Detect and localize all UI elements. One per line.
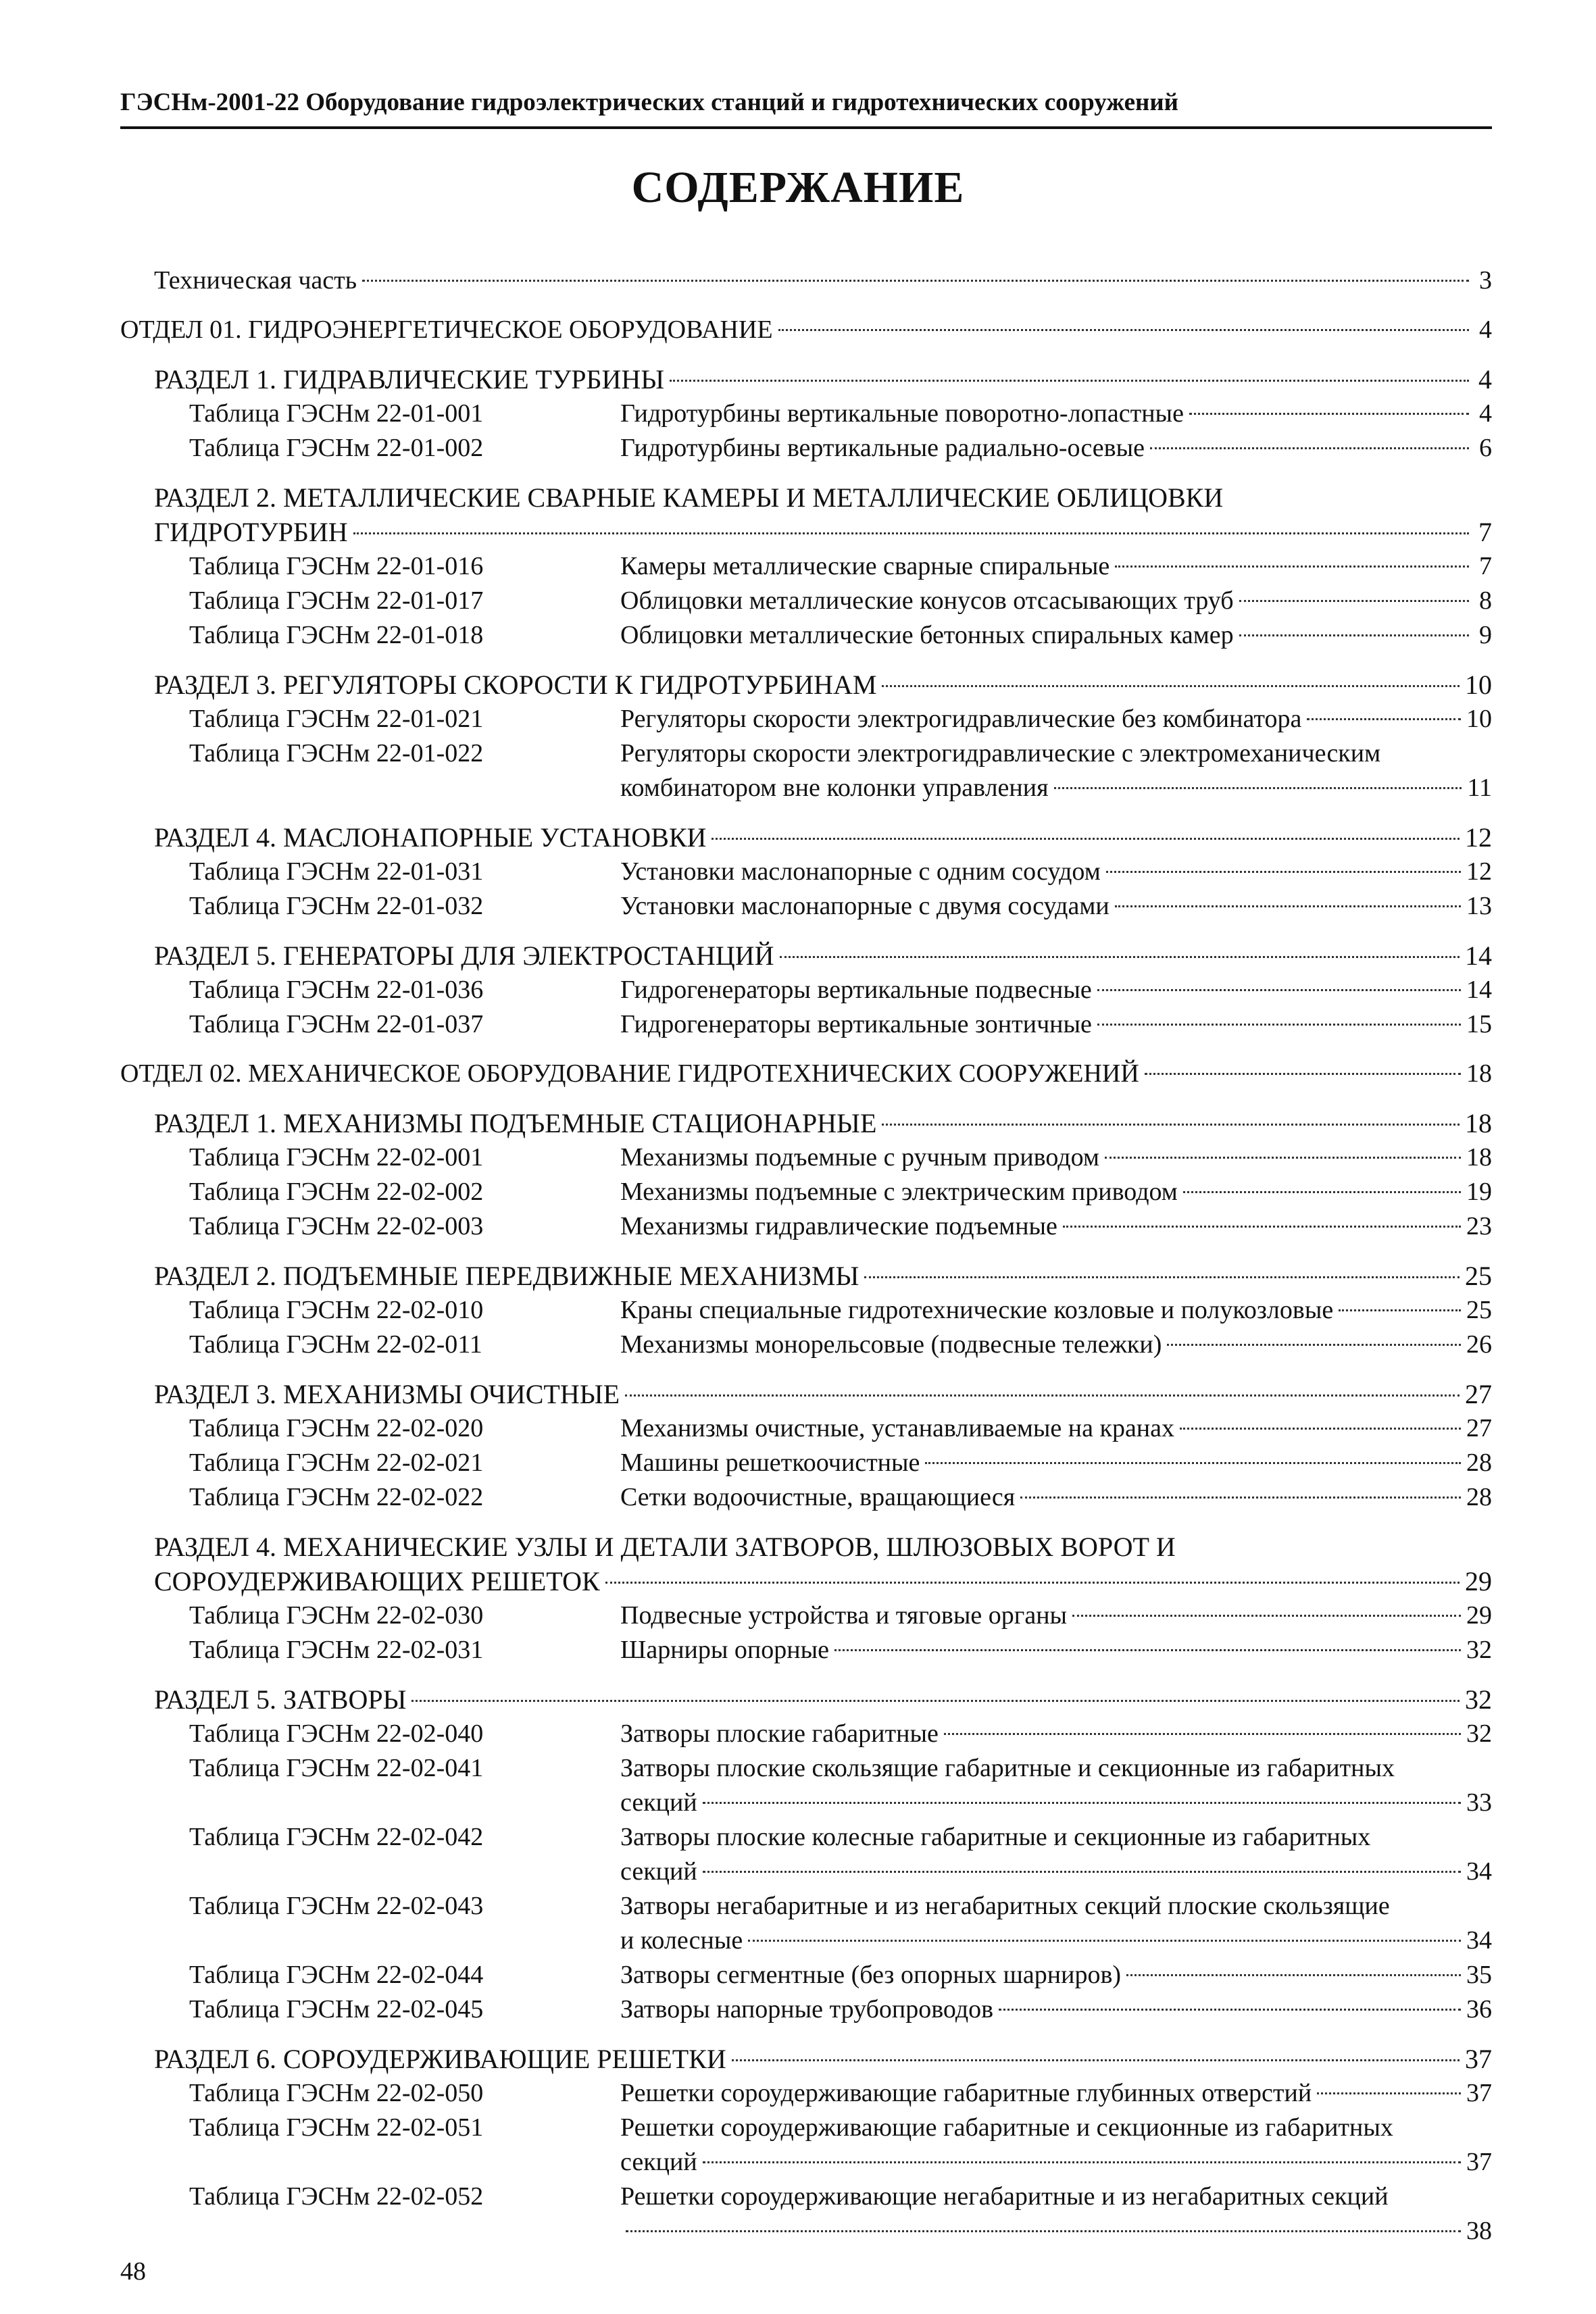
toc-entry-table[interactable] bbox=[189, 1633, 1492, 1667]
toc-line bbox=[620, 702, 1492, 736]
dot-leader bbox=[712, 838, 1460, 840]
toc-line bbox=[154, 1259, 1492, 1293]
toc-page-number: 25 bbox=[1466, 1296, 1492, 1324]
table-description bbox=[620, 1446, 1492, 1480]
dot-leader bbox=[864, 1276, 1460, 1278]
toc-page-number: 26 bbox=[1466, 1330, 1492, 1359]
razdel-title-line: РАЗДЕЛ 2. МЕТАЛЛИЧЕСКИЕ СВАРНЫЕ КАМЕРЫ И МЕТАЛЛИЧЕСКИЕ ОБЛИЦОВКИ bbox=[154, 482, 1224, 513]
table-description bbox=[620, 1293, 1492, 1328]
toc-page-number: 6 bbox=[1479, 434, 1492, 462]
toc-entry-text: Гидрогенераторы вертикальные зонтичные bbox=[620, 1010, 1092, 1038]
table-description bbox=[620, 702, 1492, 736]
toc-line bbox=[620, 1007, 1492, 1042]
toc-entry-intro[interactable] bbox=[154, 263, 1492, 298]
table-description bbox=[620, 1599, 1492, 1633]
toc-entry-table[interactable] bbox=[189, 1411, 1492, 1446]
toc-line bbox=[154, 1377, 1492, 1411]
toc-page-number: 14 bbox=[1466, 976, 1492, 1004]
toc-entry-table[interactable] bbox=[189, 431, 1492, 466]
toc-entry-razdel[interactable] bbox=[154, 1530, 1492, 1599]
table-code: Таблица ГЭСНм 22-02-040 bbox=[189, 1719, 484, 1748]
toc-line bbox=[154, 362, 1492, 397]
toc-line bbox=[620, 1293, 1492, 1328]
table-code: Таблица ГЭСНм 22-02-030 bbox=[189, 1601, 484, 1630]
toc-page-number: 34 bbox=[1466, 1857, 1492, 1886]
table-code: Таблица ГЭСНм 22-02-002 bbox=[189, 1178, 484, 1206]
toc-entry-text: Механизмы подъемные с ручным приводом bbox=[620, 1143, 1099, 1172]
dot-leader bbox=[605, 1582, 1460, 1584]
toc-page-number: 33 bbox=[1466, 1788, 1492, 1817]
toc-entry-razdel[interactable] bbox=[154, 668, 1492, 702]
table-description bbox=[620, 973, 1492, 1007]
table-of-contents bbox=[120, 263, 1492, 2248]
table-description bbox=[620, 1411, 1492, 1446]
toc-entry-text: секций bbox=[620, 1788, 697, 1817]
toc-entry-table[interactable] bbox=[189, 1446, 1492, 1480]
toc-page-number: 8 bbox=[1479, 586, 1492, 615]
toc-line bbox=[154, 1106, 1492, 1140]
toc-page-number: 18 bbox=[1466, 1059, 1492, 1088]
toc-page-number: 38 bbox=[1466, 2217, 1492, 2245]
toc-page-number: 37 bbox=[1465, 2044, 1492, 2074]
dot-leader bbox=[1145, 1073, 1461, 1075]
table-description bbox=[620, 1958, 1492, 1992]
toc-entry-table[interactable] bbox=[189, 889, 1492, 924]
toc-entry-table[interactable] bbox=[189, 1992, 1492, 2027]
toc-entry-text: РАЗДЕЛ 3. РЕГУЛЯТОРЫ СКОРОСТИ К ГИДРОТУРБИНАМ bbox=[154, 670, 877, 700]
table-description-line: Затворы негабаритные и из негабаритных секций плоские скользящие bbox=[620, 1892, 1390, 1920]
toc-page-number: 28 bbox=[1466, 1483, 1492, 1511]
toc-page-number: 19 bbox=[1466, 1178, 1492, 1206]
table-code: Таблица ГЭСНм 22-01-017 bbox=[189, 586, 484, 615]
toc-line bbox=[620, 584, 1492, 618]
table-code: Таблица ГЭСНм 22-01-031 bbox=[189, 857, 484, 886]
dot-leader bbox=[1239, 600, 1469, 602]
toc-line bbox=[154, 1682, 1492, 1717]
table-description bbox=[620, 1140, 1492, 1175]
toc-entry-table[interactable] bbox=[189, 973, 1492, 1007]
table-description bbox=[620, 397, 1492, 431]
toc-entry-table[interactable] bbox=[189, 618, 1492, 653]
toc-line bbox=[620, 1480, 1492, 1515]
dot-leader bbox=[882, 685, 1460, 687]
toc-entry-text: Затворы плоские габаритные bbox=[620, 1719, 939, 1748]
toc-entry-text: Шарниры опорные bbox=[620, 1636, 829, 1664]
toc-page-number: 4 bbox=[1478, 364, 1492, 395]
table-code: Таблица ГЭСНм 22-02-044 bbox=[189, 1961, 484, 1989]
table-description bbox=[620, 736, 1492, 805]
toc-entry-text: Техническая часть bbox=[154, 266, 357, 295]
toc-entry-otdel[interactable] bbox=[120, 313, 1492, 347]
toc-entry-razdel[interactable] bbox=[154, 1682, 1492, 1717]
toc-page-number: 37 bbox=[1466, 2148, 1492, 2176]
table-code: Таблица ГЭСНм 22-02-021 bbox=[189, 1449, 484, 1477]
table-description bbox=[620, 1717, 1492, 1751]
toc-entry-table[interactable] bbox=[189, 1751, 1492, 1820]
toc-page-number: 18 bbox=[1465, 1108, 1492, 1138]
toc-line bbox=[620, 549, 1492, 584]
dot-leader bbox=[1115, 905, 1461, 907]
toc-entry-table[interactable] bbox=[189, 1480, 1492, 1515]
toc-entry-table[interactable] bbox=[189, 2180, 1492, 2248]
toc-page-number: 27 bbox=[1466, 1414, 1492, 1442]
toc-entry-table[interactable] bbox=[189, 1717, 1492, 1751]
dot-leader bbox=[778, 329, 1469, 331]
page-title: СОДЕРЖАНИЕ bbox=[631, 163, 965, 212]
toc-entry-razdel[interactable] bbox=[154, 362, 1492, 397]
toc-entry-table[interactable] bbox=[189, 549, 1492, 584]
table-description bbox=[620, 855, 1492, 889]
toc-page-number: 9 bbox=[1479, 621, 1492, 649]
toc-page-number: 14 bbox=[1465, 940, 1492, 971]
toc-page-number: 23 bbox=[1466, 1212, 1492, 1240]
toc-entry-text: секций bbox=[620, 1857, 697, 1886]
table-code: Таблица ГЭСНм 22-02-042 bbox=[189, 1823, 484, 1851]
toc-entry-table[interactable] bbox=[189, 1175, 1492, 1209]
toc-line bbox=[620, 1446, 1492, 1480]
toc-line bbox=[154, 938, 1492, 973]
table-code: Таблица ГЭСНм 22-01-018 bbox=[189, 621, 484, 649]
table-code: Таблица ГЭСНм 22-02-041 bbox=[189, 1754, 484, 1782]
toc-page-number: 36 bbox=[1466, 1995, 1492, 2023]
toc-page-number: 7 bbox=[1478, 517, 1492, 547]
toc-entry-table[interactable] bbox=[189, 1599, 1492, 1633]
table-code: Таблица ГЭСНм 22-01-037 bbox=[189, 1010, 484, 1038]
table-code: Таблица ГЭСНм 22-02-001 bbox=[189, 1143, 484, 1172]
table-code: Таблица ГЭСНм 22-01-021 bbox=[189, 705, 484, 733]
toc-line bbox=[154, 820, 1492, 855]
dot-leader bbox=[362, 280, 1469, 282]
dot-leader bbox=[353, 532, 1469, 534]
toc-entry-text: РАЗДЕЛ 1. ГИДРАВЛИЧЕСКИЕ ТУРБИНЫ bbox=[154, 364, 665, 395]
dot-leader bbox=[1167, 1344, 1461, 1346]
toc-line bbox=[620, 1140, 1492, 1175]
toc-entry-text: РАЗДЕЛ 4. МАСЛОНАПОРНЫЕ УСТАНОВКИ bbox=[154, 822, 707, 853]
table-code: Таблица ГЭСНм 22-02-022 bbox=[189, 1483, 484, 1511]
table-code: Таблица ГЭСНм 22-02-020 bbox=[189, 1414, 484, 1442]
table-description bbox=[620, 2076, 1492, 2111]
otdel-title: ОТДЕЛ 01. ГИДРОЭНЕРГЕТИЧЕСКОЕ ОБОРУДОВАНИЕ bbox=[120, 316, 773, 344]
toc-entry-text: Подвесные устройства и тяговые органы bbox=[620, 1601, 1068, 1630]
toc-entry-text: и колесные bbox=[620, 1926, 743, 1955]
toc-entry-text: Установки маслонапорные с двумя сосудами bbox=[620, 892, 1109, 920]
toc-line bbox=[620, 2145, 1492, 2180]
toc-line bbox=[620, 771, 1492, 805]
toc-page-number: 18 bbox=[1466, 1143, 1492, 1172]
table-description bbox=[620, 1751, 1492, 1820]
toc-page-number: 25 bbox=[1465, 1261, 1492, 1291]
toc-entry-razdel[interactable] bbox=[154, 1377, 1492, 1411]
toc-line bbox=[620, 1958, 1492, 1992]
toc-entry-text: РАЗДЕЛ 5. ЗАТВОРЫ bbox=[154, 1684, 407, 1715]
toc-entry-table[interactable] bbox=[189, 1958, 1492, 1992]
table-code: Таблица ГЭСНм 22-02-011 bbox=[189, 1330, 482, 1359]
table-description bbox=[620, 431, 1492, 466]
table-description bbox=[620, 2180, 1492, 2248]
toc-entry-text: Затворы напорные трубопроводов bbox=[620, 1995, 994, 2023]
table-code: Таблица ГЭСНм 22-02-052 bbox=[189, 2182, 484, 2211]
toc-line bbox=[620, 397, 1492, 431]
toc-entry-text: РАЗДЕЛ 6. СОРОУДЕРЖИВАЮЩИЕ РЕШЕТКИ bbox=[154, 2044, 726, 2074]
toc-page-number: 28 bbox=[1466, 1449, 1492, 1477]
dot-leader bbox=[703, 1871, 1461, 1873]
toc-entry-razdel[interactable] bbox=[154, 1106, 1492, 1140]
toc-page-number: 11 bbox=[1467, 774, 1492, 802]
table-description bbox=[620, 1992, 1492, 2027]
dot-leader bbox=[1097, 989, 1461, 991]
dot-leader bbox=[925, 1462, 1461, 1464]
toc-page-number: 15 bbox=[1466, 1010, 1492, 1038]
toc-entry-text: РАЗДЕЛ 5. ГЕНЕРАТОРЫ ДЛЯ ЭЛЕКТРОСТАНЦИЙ bbox=[154, 940, 774, 971]
toc-entry-razdel[interactable] bbox=[154, 1259, 1492, 1293]
dot-leader bbox=[780, 956, 1460, 958]
table-description bbox=[620, 618, 1492, 653]
toc-line bbox=[620, 1411, 1492, 1446]
dot-leader bbox=[1239, 634, 1469, 636]
table-code: Таблица ГЭСНм 22-01-022 bbox=[189, 739, 484, 768]
toc-line bbox=[620, 855, 1492, 889]
toc-entry-text: Механизмы гидравлические подъемные bbox=[620, 1212, 1057, 1240]
toc-entry-table[interactable] bbox=[189, 1140, 1492, 1175]
toc-line bbox=[154, 515, 1492, 549]
toc-entry-text: комбинатором вне колонки управления bbox=[620, 774, 1049, 802]
toc-entry-text: Краны специальные гидротехнические козловые и полукозловые bbox=[620, 1296, 1334, 1324]
toc-line bbox=[620, 431, 1492, 466]
toc-line bbox=[620, 1328, 1492, 1362]
toc-page-number: 7 bbox=[1479, 552, 1492, 580]
toc-entry-text: секций bbox=[620, 2148, 697, 2176]
page-number: 48 bbox=[120, 2257, 146, 2286]
table-description bbox=[620, 889, 1492, 924]
toc-entry-text: РАЗДЕЛ 3. МЕХАНИЗМЫ ОЧИСТНЫЕ bbox=[154, 1379, 620, 1409]
dot-leader bbox=[1126, 1974, 1461, 1976]
toc-line bbox=[620, 973, 1492, 1007]
table-code: Таблица ГЭСНм 22-02-003 bbox=[189, 1212, 484, 1240]
table-code: Таблица ГЭСНм 22-02-043 bbox=[189, 1892, 484, 1920]
toc-entry-text: Механизмы подъемные с электрическим приводом bbox=[620, 1178, 1178, 1206]
table-description-line: Решетки сороудерживающие габаритные и секционные из габаритных bbox=[620, 2113, 1393, 2142]
toc-entry-text: Механизмы монорельсовые (подвесные тележки) bbox=[620, 1330, 1162, 1359]
dot-leader bbox=[1339, 1309, 1461, 1311]
toc-page-number: 34 bbox=[1466, 1926, 1492, 1955]
toc-entry-text: Машины решеткоочистные bbox=[620, 1449, 920, 1477]
toc-entry-razdel[interactable] bbox=[154, 480, 1492, 549]
dot-leader bbox=[1183, 1191, 1461, 1193]
table-code: Таблица ГЭСНм 22-01-016 bbox=[189, 552, 484, 580]
toc-entry-text: Установки маслонапорные с одним сосудом bbox=[620, 857, 1101, 886]
toc-page-number: 37 bbox=[1466, 2079, 1492, 2107]
dot-leader bbox=[1115, 565, 1469, 568]
toc-line bbox=[620, 1786, 1492, 1820]
dot-leader bbox=[1063, 1226, 1461, 1228]
dot-leader bbox=[1097, 1024, 1461, 1026]
dot-leader bbox=[1020, 1496, 1461, 1499]
toc-line bbox=[620, 2214, 1492, 2248]
toc-entry-text: РАЗДЕЛ 2. ПОДЪЕМНЫЕ ПЕРЕДВИЖНЫЕ МЕХАНИЗМЫ bbox=[154, 1261, 859, 1291]
table-code: Таблица ГЭСНм 22-01-036 bbox=[189, 976, 484, 1004]
running-header: ГЭСНм-2001-22 Оборудование гидроэлектрических станций и гидротехнических сооружений bbox=[120, 88, 1492, 129]
toc-entry-text: СОРОУДЕРЖИВАЮЩИХ РЕШЕТОК bbox=[154, 1566, 600, 1596]
otdel-title: ОТДЕЛ 02. МЕХАНИЧЕСКОЕ ОБОРУДОВАНИЕ ГИДРОТЕХНИЧЕСКИХ СООРУЖЕНИЙ bbox=[120, 1059, 1139, 1088]
toc-line bbox=[154, 1564, 1492, 1599]
dot-leader bbox=[944, 1733, 1461, 1735]
dot-leader bbox=[703, 1802, 1461, 1804]
dot-leader bbox=[732, 2059, 1460, 2061]
toc-entry-text: Решетки сороудерживающие габаритные глубинных отверстий bbox=[620, 2079, 1312, 2107]
toc-page-number: 10 bbox=[1466, 705, 1492, 733]
toc-line bbox=[620, 618, 1492, 653]
toc-entry-text: Гидрогенераторы вертикальные подвесные bbox=[620, 976, 1092, 1004]
toc-page-number: 3 bbox=[1479, 266, 1492, 295]
dot-leader bbox=[626, 2230, 1461, 2232]
toc-entry-table[interactable] bbox=[189, 1889, 1492, 1958]
toc-entry-text: Затворы сегментные (без опорных шарниров) bbox=[620, 1961, 1122, 1989]
toc-line bbox=[620, 1923, 1492, 1958]
toc-line bbox=[620, 2076, 1492, 2111]
toc-entry-razdel[interactable] bbox=[154, 2042, 1492, 2076]
toc-line bbox=[620, 1633, 1492, 1667]
toc-entry-text: Камеры металлические сварные спиральные bbox=[620, 552, 1110, 580]
table-code: Таблица ГЭСНм 22-02-050 bbox=[189, 2079, 484, 2107]
toc-entry-table[interactable] bbox=[189, 736, 1492, 805]
toc-page-number: 13 bbox=[1466, 892, 1492, 920]
table-description bbox=[620, 1209, 1492, 1244]
toc-entry-table[interactable] bbox=[189, 1820, 1492, 1889]
dot-leader bbox=[1307, 718, 1461, 720]
table-code: Таблица ГЭСНм 22-01-001 bbox=[189, 399, 484, 428]
dot-leader bbox=[1054, 787, 1462, 789]
toc-entry-table[interactable] bbox=[189, 1293, 1492, 1328]
toc-line bbox=[620, 1992, 1492, 2027]
toc-page-number: 35 bbox=[1466, 1961, 1492, 1989]
table-description bbox=[620, 2111, 1492, 2180]
toc-page-number: 12 bbox=[1465, 822, 1492, 853]
toc-entry-text: Облицовки металлические конусов отсасывающих труб bbox=[620, 586, 1234, 615]
table-description-line: Решетки сороудерживающие негабаритные и из негабаритных секций bbox=[620, 2182, 1389, 2211]
toc-entry-table[interactable] bbox=[189, 2111, 1492, 2180]
toc-page-number: 32 bbox=[1466, 1636, 1492, 1664]
toc-entry-table[interactable] bbox=[189, 584, 1492, 618]
toc-line bbox=[620, 1717, 1492, 1751]
toc-entry-razdel[interactable] bbox=[154, 938, 1492, 973]
toc-entry-text: Сетки водоочистные, вращающиеся bbox=[620, 1483, 1016, 1511]
table-description bbox=[620, 1889, 1492, 1958]
toc-entry-text: Регуляторы скорости электрогидравлические без комбинатора bbox=[620, 705, 1302, 733]
table-description-line: Затворы плоские скользящие габаритные и секционные из габаритных bbox=[620, 1754, 1395, 1782]
toc-page-number: 32 bbox=[1466, 1719, 1492, 1748]
dot-leader bbox=[999, 2009, 1461, 2011]
dot-leader bbox=[882, 1124, 1460, 1126]
toc-entry-otdel[interactable] bbox=[120, 1057, 1492, 1091]
table-code: Таблица ГЭСНм 22-02-010 bbox=[189, 1296, 484, 1324]
table-description bbox=[620, 1175, 1492, 1209]
toc-line bbox=[154, 2042, 1492, 2076]
table-description-line: Регуляторы скорости электрогидравлические с электромеханическим bbox=[620, 739, 1381, 768]
dot-leader bbox=[1105, 1157, 1461, 1159]
toc-entry-text: Облицовки металлические бетонных спиральных камер bbox=[620, 621, 1234, 649]
table-description bbox=[620, 1007, 1492, 1042]
toc-page-number: 27 bbox=[1465, 1379, 1492, 1409]
dot-leader bbox=[1106, 871, 1461, 873]
table-code: Таблица ГЭСНм 22-01-002 bbox=[189, 434, 484, 462]
dot-leader bbox=[703, 2161, 1461, 2163]
table-code: Таблица ГЭСНм 22-02-031 bbox=[189, 1636, 484, 1664]
toc-page-number: 29 bbox=[1465, 1566, 1492, 1596]
toc-line bbox=[154, 668, 1492, 702]
toc-entry-table[interactable] bbox=[189, 1209, 1492, 1244]
dot-leader bbox=[1180, 1428, 1461, 1430]
table-description-line: Затворы плоские колесные габаритные и секционные из габаритных bbox=[620, 1823, 1371, 1851]
toc-page-number: 4 bbox=[1479, 399, 1492, 428]
dot-leader bbox=[1150, 447, 1469, 449]
toc-line bbox=[620, 1599, 1492, 1633]
toc-page-number: 12 bbox=[1466, 857, 1492, 886]
toc-page-number: 10 bbox=[1465, 670, 1492, 700]
toc-entry-text: Механизмы очистные, устанавливаемые на кранах bbox=[620, 1414, 1175, 1442]
toc-line bbox=[620, 1209, 1492, 1244]
toc-entry-text: Гидротурбины вертикальные радиально-осевые bbox=[620, 434, 1145, 462]
table-description bbox=[620, 1480, 1492, 1515]
toc-page-number: 32 bbox=[1465, 1684, 1492, 1715]
dot-leader bbox=[1317, 2092, 1461, 2094]
dot-leader bbox=[1189, 413, 1469, 415]
dot-leader bbox=[1072, 1615, 1461, 1617]
dot-leader bbox=[670, 380, 1469, 382]
dot-leader bbox=[625, 1394, 1460, 1397]
table-code: Таблица ГЭСНм 22-01-032 bbox=[189, 892, 484, 920]
table-code: Таблица ГЭСНм 22-02-045 bbox=[189, 1995, 484, 2023]
table-description bbox=[620, 584, 1492, 618]
toc-entry-razdel[interactable] bbox=[154, 820, 1492, 855]
table-description bbox=[620, 1633, 1492, 1667]
toc-entry-table[interactable] bbox=[189, 855, 1492, 889]
table-description bbox=[620, 1820, 1492, 1889]
table-description bbox=[620, 1328, 1492, 1362]
table-code: Таблица ГЭСНм 22-02-051 bbox=[189, 2113, 484, 2142]
razdel-title-line: РАЗДЕЛ 4. МЕХАНИЧЕСКИЕ УЗЛЫ И ДЕТАЛИ ЗАТВОРОВ, ШЛЮЗОВЫХ ВОРОТ И bbox=[154, 1532, 1176, 1562]
dot-leader bbox=[412, 1700, 1460, 1702]
toc-entry-text: РАЗДЕЛ 1. МЕХАНИЗМЫ ПОДЪЕМНЫЕ СТАЦИОНАРНЫЕ bbox=[154, 1108, 877, 1138]
dot-leader bbox=[834, 1649, 1461, 1651]
toc-line bbox=[620, 889, 1492, 924]
toc-entry-table[interactable] bbox=[189, 397, 1492, 431]
table-description bbox=[620, 549, 1492, 584]
toc-entry-text: ГИДРОТУРБИН bbox=[154, 517, 348, 547]
toc-page-number: 4 bbox=[1479, 316, 1492, 344]
toc-line bbox=[620, 1175, 1492, 1209]
dot-leader bbox=[748, 1940, 1461, 1942]
toc-entry-table[interactable] bbox=[189, 1328, 1492, 1362]
toc-entry-table[interactable] bbox=[189, 1007, 1492, 1042]
toc-entry-table[interactable] bbox=[189, 702, 1492, 736]
toc-line bbox=[620, 1855, 1492, 1889]
toc-page-number: 29 bbox=[1466, 1601, 1492, 1630]
toc-entry-table[interactable] bbox=[189, 2076, 1492, 2111]
toc-entry-text: Гидротурбины вертикальные поворотно-лопастные bbox=[620, 399, 1184, 428]
